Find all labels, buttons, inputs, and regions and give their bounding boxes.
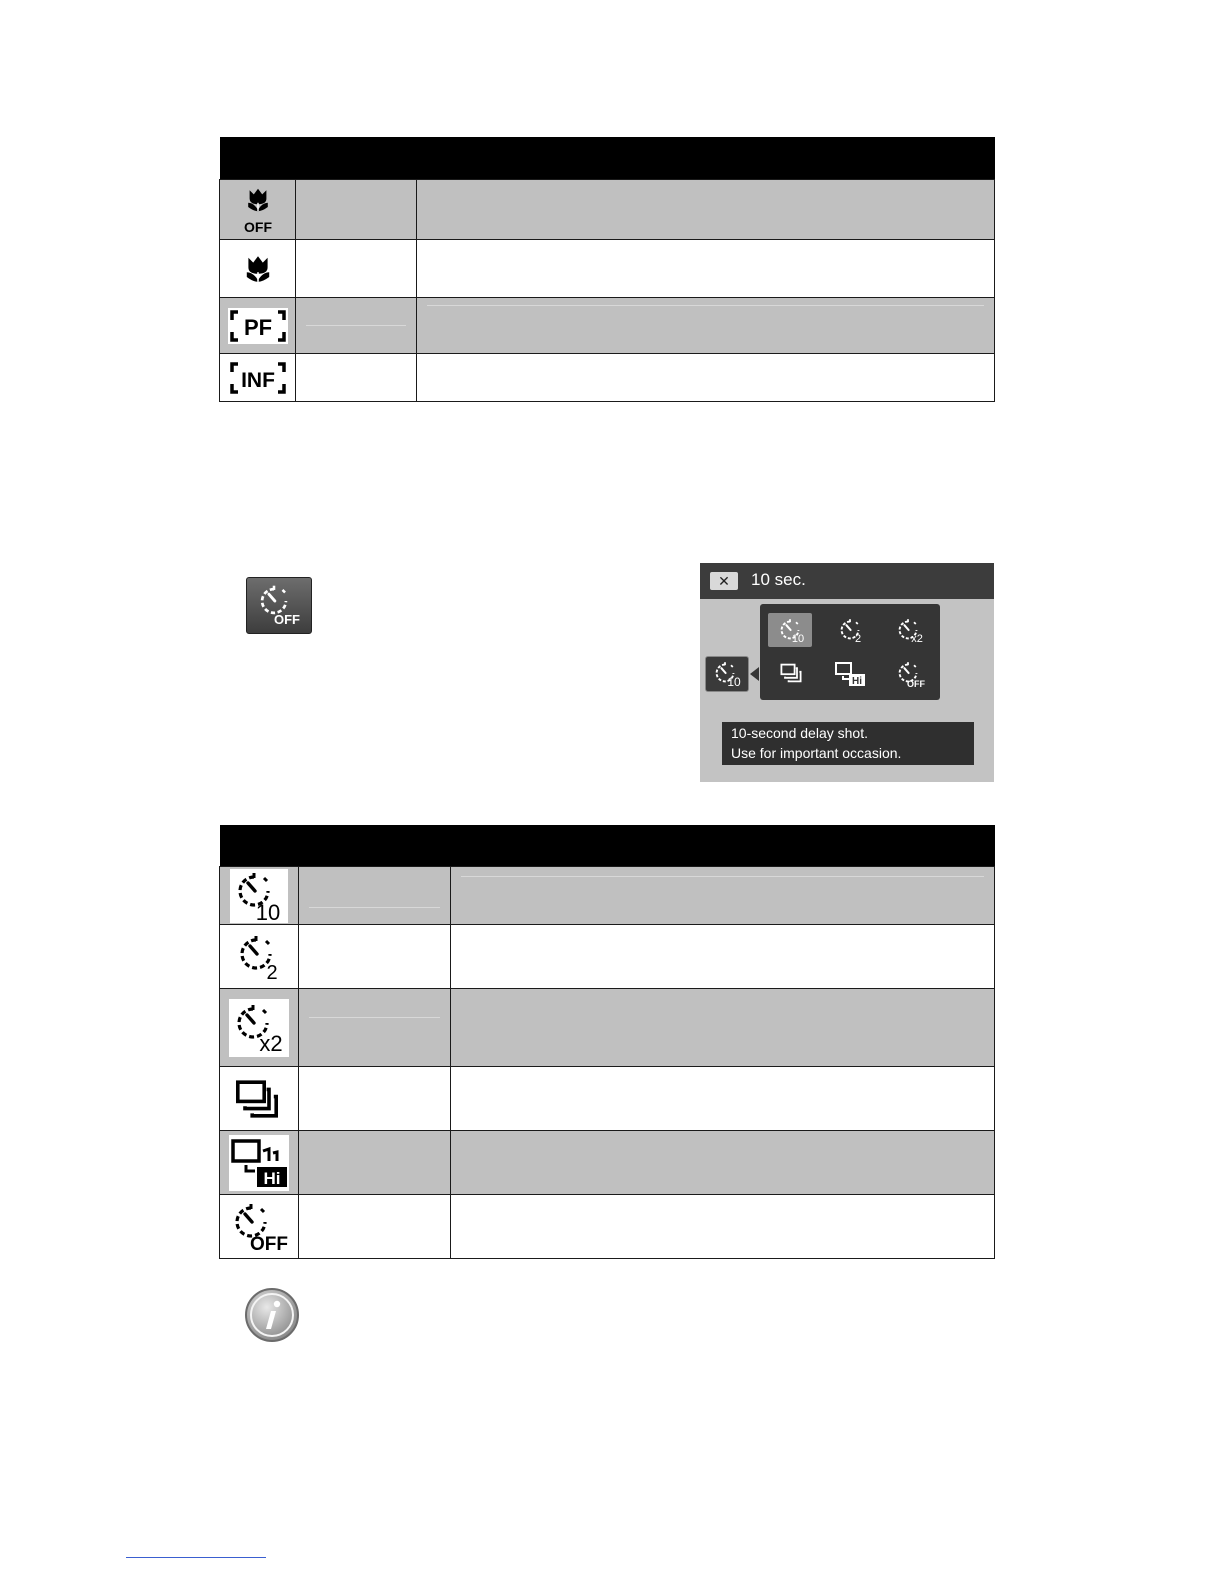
svg-text:x2: x2 xyxy=(911,633,923,645)
menu-pointer xyxy=(750,667,759,681)
svg-text:Hi: Hi xyxy=(263,1168,281,1188)
svg-text:OFF: OFF xyxy=(243,218,272,234)
table-header-cell xyxy=(220,137,417,180)
option-high-speed[interactable] xyxy=(828,657,872,691)
table-row xyxy=(220,298,995,354)
self-timer-10s-icon xyxy=(706,657,748,691)
focus-mode-table xyxy=(219,137,995,402)
icon-cell xyxy=(220,180,296,240)
option-10s-timer[interactable] xyxy=(768,613,812,647)
table-header-row xyxy=(220,137,995,180)
name-cell xyxy=(299,867,451,925)
svg-text:OFF: OFF xyxy=(250,1233,288,1254)
description-cell xyxy=(417,298,995,354)
description-cell xyxy=(417,180,995,240)
table-row xyxy=(220,989,995,1067)
description-cell xyxy=(451,1067,995,1131)
svg-text:OFF: OFF xyxy=(907,679,925,689)
menu-title: 10 sec. xyxy=(751,570,806,589)
svg-text:10: 10 xyxy=(255,899,281,923)
icon-cell xyxy=(220,867,299,925)
svg-text:10: 10 xyxy=(727,675,741,689)
option-double-timer[interactable] xyxy=(886,613,930,647)
divider xyxy=(427,305,984,306)
footer-link[interactable] xyxy=(126,1557,266,1558)
name-cell xyxy=(296,180,417,240)
self-timer-double-icon xyxy=(229,999,289,1057)
self-timer-2s-icon xyxy=(828,613,872,647)
table-row xyxy=(220,1131,995,1195)
divider xyxy=(306,325,406,326)
self-timer-off-icon xyxy=(229,1200,289,1254)
icon-cell xyxy=(220,989,299,1067)
self-timer-off-icon xyxy=(247,578,311,633)
divider xyxy=(309,1017,440,1018)
description-line: 10-second delay shot. xyxy=(731,725,868,741)
description-cell xyxy=(451,1131,995,1195)
table-header-cell xyxy=(451,825,995,867)
name-cell xyxy=(299,925,451,989)
name-cell xyxy=(296,354,417,402)
self-timer-10s-icon xyxy=(768,613,812,647)
infinity-focus-icon xyxy=(228,360,288,396)
table-row xyxy=(220,1067,995,1131)
table-row xyxy=(220,867,995,925)
icon-cell xyxy=(220,354,296,402)
option-timer-off[interactable] xyxy=(886,657,930,691)
self-timer-off-icon xyxy=(886,657,930,691)
svg-text:10: 10 xyxy=(791,633,805,645)
table-header-cell xyxy=(417,137,995,180)
name-cell xyxy=(296,298,417,354)
table-row xyxy=(220,925,995,989)
drive-mode-button[interactable] xyxy=(246,577,312,634)
macro-off-icon xyxy=(238,186,278,234)
info-icon xyxy=(244,1287,300,1343)
self-timer-2s-icon xyxy=(234,932,284,982)
close-button[interactable]: ✕ xyxy=(710,572,738,590)
description-cell xyxy=(417,354,995,402)
drive-menu-screenshot xyxy=(700,563,994,782)
continuous-shot-icon xyxy=(233,1075,285,1123)
icon-cell xyxy=(220,1067,299,1131)
icon-cell xyxy=(220,298,296,354)
name-cell xyxy=(299,1131,451,1195)
icon-cell xyxy=(220,240,296,298)
svg-text:PF: PF xyxy=(243,314,272,340)
name-cell xyxy=(299,989,451,1067)
name-cell xyxy=(296,240,417,298)
table-row xyxy=(220,180,995,240)
high-speed-burst-icon xyxy=(828,657,872,691)
divider xyxy=(309,907,440,908)
svg-text:Hi: Hi xyxy=(852,676,862,687)
table-header-cell xyxy=(220,825,451,867)
drive-options-grid xyxy=(760,604,940,700)
continuous-shot-icon xyxy=(768,657,812,691)
option-2s-timer[interactable] xyxy=(828,613,872,647)
description-cell xyxy=(451,867,995,925)
svg-text:2: 2 xyxy=(266,961,278,982)
table-row xyxy=(220,1195,995,1259)
option-continuous[interactable] xyxy=(768,657,812,691)
icon-cell xyxy=(220,1131,299,1195)
option-description xyxy=(722,722,974,765)
description-cell xyxy=(451,925,995,989)
table-header-row xyxy=(220,825,995,867)
current-mode-button[interactable] xyxy=(705,656,749,692)
description-line: Use for important occasion. xyxy=(731,745,902,761)
divider xyxy=(461,876,984,877)
menu-title-bar xyxy=(700,563,994,599)
svg-text:INF: INF xyxy=(240,368,275,392)
table-row xyxy=(220,354,995,402)
pan-focus-icon xyxy=(228,308,288,344)
svg-text:x2: x2 xyxy=(259,1030,283,1056)
name-cell xyxy=(299,1195,451,1259)
icon-cell xyxy=(220,925,299,989)
description-cell xyxy=(451,989,995,1067)
description-cell xyxy=(451,1195,995,1259)
self-timer-double-icon xyxy=(886,613,930,647)
high-speed-burst-icon xyxy=(229,1135,289,1191)
description-cell xyxy=(417,240,995,298)
svg-text:2: 2 xyxy=(854,633,862,645)
table-row xyxy=(220,240,995,298)
svg-text:OFF: OFF xyxy=(274,612,300,627)
name-cell xyxy=(299,1067,451,1131)
self-timer-10s-icon xyxy=(230,869,288,923)
drive-mode-table xyxy=(219,825,995,1259)
macro-icon xyxy=(242,253,274,285)
icon-cell xyxy=(220,1195,299,1259)
